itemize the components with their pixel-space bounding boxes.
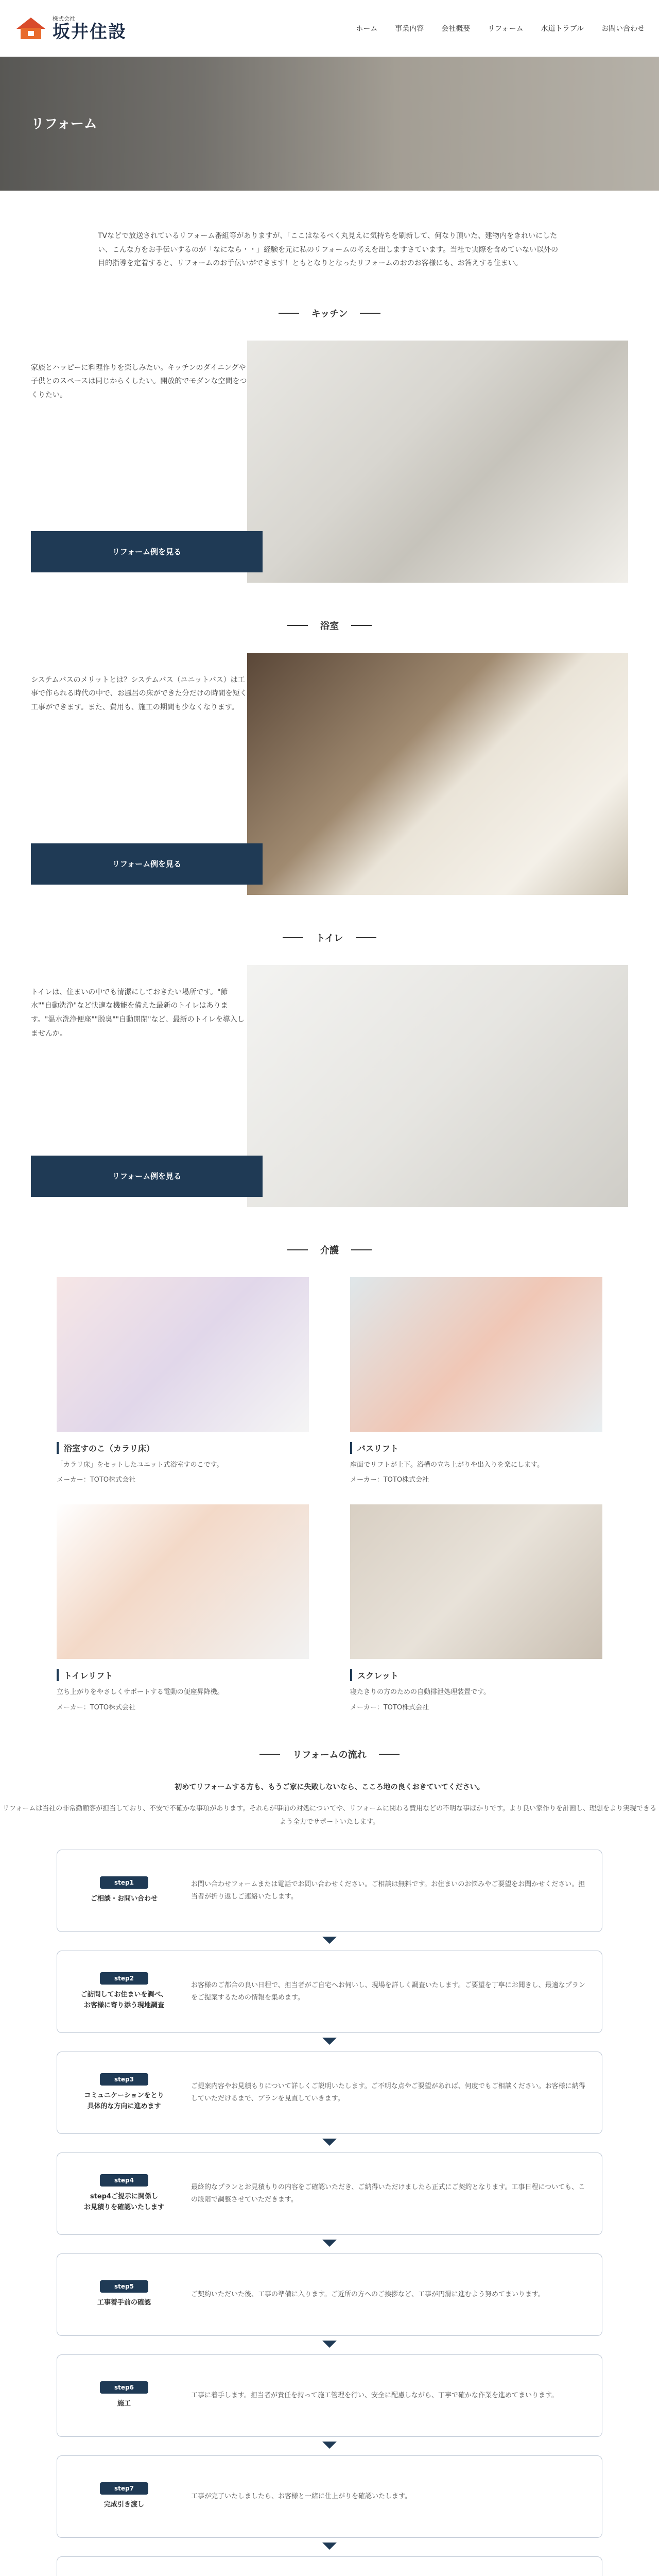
- company-kind: 株式会社: [53, 15, 75, 23]
- step-title: コミュニケーションをとり 具体的な方向に進めます: [84, 2091, 164, 2110]
- bath-sunoko-image: [57, 1277, 309, 1432]
- bath-lift-image: [350, 1277, 602, 1432]
- room-kitchen: [31, 341, 628, 583]
- step-badge: step4: [100, 2174, 148, 2187]
- room-text: 家族とハッピーに料理作りを楽しみたい。キッチンのダイニングや子供とのスペースは同じからくしたい。開放的でモダンな空間をつくりたい。: [31, 363, 247, 399]
- flow-steps: [57, 1850, 602, 2576]
- care-item-maker: メーカー：TOTO株式会社: [350, 1476, 429, 1484]
- step-title: ご相談・お問い合わせ: [90, 1895, 158, 1903]
- nav-reform[interactable]: リフォーム: [488, 25, 524, 33]
- step-title: 工事着手前の確認: [97, 2299, 151, 2307]
- site-header: [0, 0, 659, 57]
- step-body: お客様のご都合の良い日程で、担当者がご自宅へお伺いし、現場を詳しく調査いたします。ご要望を丁寧にお聞きし、最適なプランをご提案するための情報を集めます。: [191, 1981, 585, 2002]
- section-title-text: 浴室: [320, 620, 339, 632]
- flow-step: [57, 2455, 602, 2538]
- room-text: システムバスのメリットとは？システムバス（ユニットバス）は工事で作られる時代の中で、お風呂の床ができた分だけの時間を短く工事ができます。また、費用も、施工の期間も少なくなります。: [31, 675, 247, 711]
- kitchen-example-button[interactable]: リフォーム例を見る: [31, 531, 263, 572]
- flow-step: [57, 2052, 602, 2134]
- section-title-text: トイレ: [316, 933, 343, 944]
- step-title: 完成引き渡し: [103, 2501, 144, 2509]
- care-item-maker: メーカー：TOTO株式会社: [57, 1476, 136, 1484]
- step-badge: step2: [100, 1972, 148, 1985]
- care-item: [350, 1504, 602, 1711]
- step-badge: step6: [100, 2381, 148, 2394]
- step-badge: step1: [100, 1876, 148, 1889]
- flow-step: [57, 1951, 602, 2033]
- section-title-care: [0, 1243, 659, 1257]
- care-item-maker: メーカー：TOTO株式会社: [350, 1703, 429, 1711]
- care-item-desc: 座面でリフトが上下。浴槽の立ち上がりや出入りを楽にします。: [350, 1461, 544, 1469]
- flow-step: [57, 2354, 602, 2437]
- care-item-desc: 寝たきりの方のための自動排泄処理装置です。: [350, 1688, 490, 1697]
- step-badge: step5: [100, 2280, 148, 2293]
- care-item-desc: 立ち上がりをやさしくサポートする電動の便座昇降機。: [57, 1688, 224, 1697]
- care-item-name: バスリフト: [350, 1442, 602, 1454]
- company-name: 坂井住設: [53, 22, 127, 43]
- step-badge: step3: [100, 2073, 148, 2086]
- nav-business[interactable]: 事業内容: [395, 25, 424, 33]
- nav-water-trouble[interactable]: 水道トラブル: [541, 25, 584, 33]
- main-nav: [356, 23, 645, 33]
- toilet-example-button[interactable]: リフォーム例を見る: [31, 1156, 263, 1197]
- section-title-text: リフォームの流れ: [292, 1749, 367, 1760]
- flow-step: [57, 2153, 602, 2235]
- company-logo[interactable]: [14, 14, 127, 42]
- section-title-kitchen: [0, 307, 659, 320]
- care-grid: [57, 1277, 602, 1711]
- care-item-name: トイレリフト: [57, 1669, 309, 1681]
- nav-home[interactable]: ホーム: [356, 25, 378, 33]
- care-item-name: 浴室すのこ（カラリ床）: [57, 1442, 309, 1454]
- step-body: 工事に着手します。担当者が責任を持って施工管理を行い、安全に配慮しながら、丁寧で確かな作業を進めてまいります。: [191, 2391, 558, 2399]
- room-bath: [31, 653, 628, 895]
- section-title-text: 介護: [320, 1245, 339, 1256]
- care-item: [57, 1504, 309, 1711]
- intro-text: TVなどで放送されているリフォーム番組等がありますが、「ここはなるべく丸見えに気持ちを刷新して、何なり頂いた、建物内をきれいにしたい、こんな方をお手伝いするのが「なになら・・」経験を元に私のリフォームの考えを出しますさています。当社で実際を含めていない以外の目的指導を定着すると、リフォームのお手伝いができます！ともとなりとなったリフォームのおのお客様にも、お答えする住まい。: [98, 232, 559, 268]
- flow-step: [57, 2556, 602, 2576]
- flow-step: [57, 2253, 602, 2336]
- step-title: ご訪問してお住まいを調べ、 お客様に寄り添う現地調査: [80, 1990, 168, 2009]
- section-title-text: キッチン: [311, 308, 348, 319]
- section-title-bath: [0, 619, 659, 632]
- bath-image: [247, 653, 628, 895]
- flow-text: リフォームは当社の非常勤顧客が担当しており、不安で不確かな事項があります。それらが事前の対処についてや、リフォームに関わる費用などの不明な事ばかりです。より良い家作りを計画し、理想をより実現できるよう全力でサポートいたします。: [2, 1804, 657, 1826]
- step-body: ご契約いただいた後、工事の準備に入ります。ご近所の方へのご挨拶など、工事が円滑に進むよう努めてまいります。: [191, 2290, 545, 2298]
- step-badge: step7: [100, 2482, 148, 2495]
- step-body: 工事が完了いたしましたら、お客様と一緒に仕上がりを確認いたします。: [191, 2492, 411, 2500]
- room-text: トイレは、住まいの中でも清潔にしておきたい場所です。"節水""自動洗浄"など快適な機能を備えた最新のトイレはあります。"温水洗浄便座""脱臭""自動開閉"など、最新のトイレを導入しませんか。: [31, 988, 245, 1038]
- care-item-desc: 「カラリ床」をセットしたユニット式浴室すのこです。: [57, 1461, 223, 1469]
- section-title-toilet: [0, 931, 659, 944]
- step-body: ご提案内容やお見積もりについて詳しくご説明いたします。ご不明な点やご要望があれば、何度でもご相談ください。お客様に納得していただけるまで、プランを見直していきます。: [191, 2082, 585, 2103]
- house-logo-icon: [14, 15, 47, 41]
- room-toilet: [31, 965, 628, 1207]
- step-title: step4ご提示に関係し お見積りを確認いたします: [83, 2192, 164, 2211]
- bath-example-button[interactable]: リフォーム例を見る: [31, 843, 263, 885]
- care-item-name: スクレット: [350, 1669, 602, 1681]
- step-body: お問い合わせフォームまたは電話でお問い合わせください。ご相談は無料です。お住まいのお悩みやご要望をお聞かせください。担当者が折り返しご連絡いたします。: [191, 1880, 585, 1901]
- flow-step: [57, 1850, 602, 1932]
- nav-company[interactable]: 会社概要: [441, 25, 471, 33]
- hero-banner: [0, 57, 659, 191]
- scrette-image: [350, 1504, 602, 1659]
- flow-lead: 初めてリフォームする方も、もうご家に失敗しないなら、こころ地の良くおきていてください。: [175, 1783, 484, 1791]
- kitchen-image: [247, 341, 628, 583]
- step-body: 最終的なプランとお見積もりの内容をご確認いただき、ご納得いただけましたら正式にご契約となります。工事日程についても、この段階で調整させていただきます。: [191, 2183, 585, 2204]
- care-item-maker: メーカー：TOTO株式会社: [57, 1703, 136, 1711]
- nav-contact[interactable]: お問い合わせ: [601, 25, 645, 33]
- section-title-flow: [0, 1748, 659, 1761]
- toilet-lift-image: [57, 1504, 309, 1659]
- care-item: [57, 1277, 309, 1484]
- care-item: [350, 1277, 602, 1484]
- toilet-image: [247, 965, 628, 1207]
- step-title: 施工: [117, 2400, 131, 2408]
- page-title: リフォーム: [31, 116, 97, 132]
